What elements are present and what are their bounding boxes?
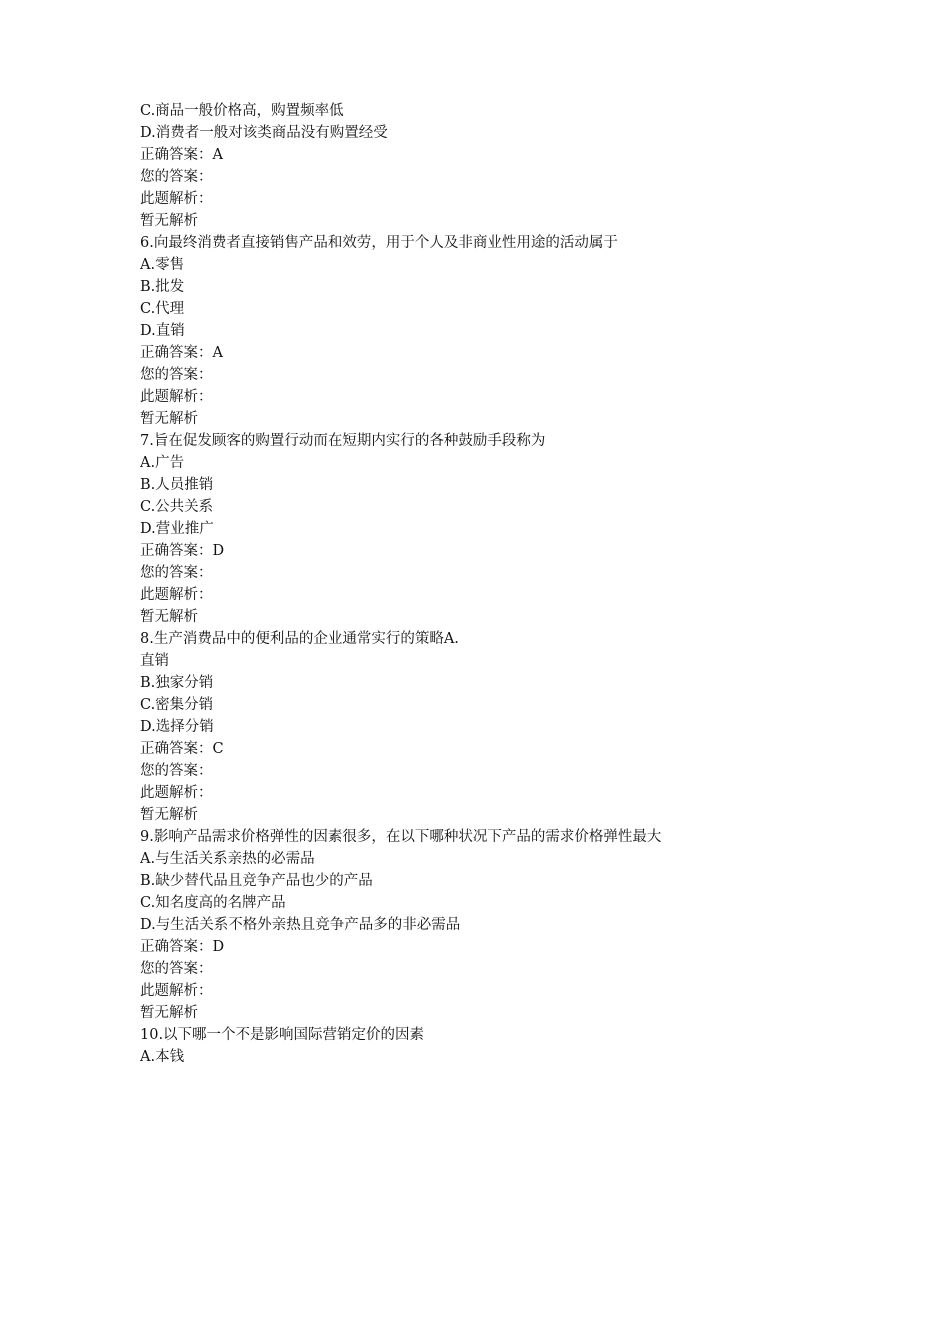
analysis-text: 暂无解析 bbox=[140, 213, 198, 229]
your-answer: 您的答案： bbox=[140, 763, 213, 779]
document-page bbox=[140, 100, 920, 1068]
analysis-label: 此题解析： bbox=[140, 983, 213, 999]
analysis-label: 此题解析： bbox=[140, 191, 213, 207]
question-title: 7.旨在促发顾客的购置行动而在短期内实行的各种鼓励手段称为 bbox=[140, 433, 546, 449]
option: B.批发 bbox=[140, 279, 185, 295]
analysis-text: 暂无解析 bbox=[140, 1005, 198, 1021]
option: A.零售 bbox=[140, 257, 185, 273]
analysis-label: 此题解析： bbox=[140, 785, 213, 801]
analysis-label: 此题解析： bbox=[140, 389, 213, 405]
question-title: 8.生产消费品中的便利品的企业通常实行的策略A. bbox=[140, 631, 459, 647]
option: A.广告 bbox=[140, 455, 185, 471]
your-answer: 您的答案： bbox=[140, 169, 213, 185]
correct-answer: 正确答案：D bbox=[140, 939, 225, 955]
text-line: D.消费者一般对该类商品没有购置经受 bbox=[140, 125, 388, 141]
option: B.独家分销 bbox=[140, 675, 214, 691]
question-title: 6.向最终消费者直接销售产品和效劳，用于个人及非商业性用途的活动属于 bbox=[140, 235, 618, 251]
option: D.与生活关系不格外亲热且竞争产品多的非必需品 bbox=[140, 917, 461, 933]
your-answer: 您的答案： bbox=[140, 565, 213, 581]
analysis-label: 此题解析： bbox=[140, 587, 213, 603]
correct-answer: 正确答案：A bbox=[140, 345, 223, 361]
option: C.公共关系 bbox=[140, 499, 214, 515]
correct-answer: 正确答案：D bbox=[140, 543, 225, 559]
correct-answer: 正确答案：C bbox=[140, 741, 224, 757]
option: C.密集分销 bbox=[140, 697, 214, 713]
analysis-text: 暂无解析 bbox=[140, 609, 198, 625]
option: D.直销 bbox=[140, 323, 185, 339]
option: D.选择分销 bbox=[140, 719, 214, 735]
question-title: 9.影响产品需求价格弹性的因素很多，在以下哪种状况下产品的需求价格弹性最大 bbox=[140, 829, 662, 845]
analysis-text: 暂无解析 bbox=[140, 807, 198, 823]
option: 直销 bbox=[140, 653, 169, 669]
correct-answer: 正确答案：A bbox=[140, 147, 223, 163]
option: A.与生活关系亲热的必需品 bbox=[140, 851, 315, 867]
text-line: C.商品一般价格高，购置频率低 bbox=[140, 103, 344, 119]
option: A.本钱 bbox=[140, 1049, 185, 1065]
option: C.知名度高的名牌产品 bbox=[140, 895, 286, 911]
option: B.缺少替代品且竞争产品也少的产品 bbox=[140, 873, 373, 889]
option: C.代理 bbox=[140, 301, 185, 317]
analysis-text: 暂无解析 bbox=[140, 411, 198, 427]
question-title: 10.以下哪一个不是影响国际营销定价的因素 bbox=[140, 1027, 425, 1043]
your-answer: 您的答案： bbox=[140, 961, 213, 977]
option: B.人员推销 bbox=[140, 477, 214, 493]
option: D.营业推广 bbox=[140, 521, 214, 537]
your-answer: 您的答案： bbox=[140, 367, 213, 383]
